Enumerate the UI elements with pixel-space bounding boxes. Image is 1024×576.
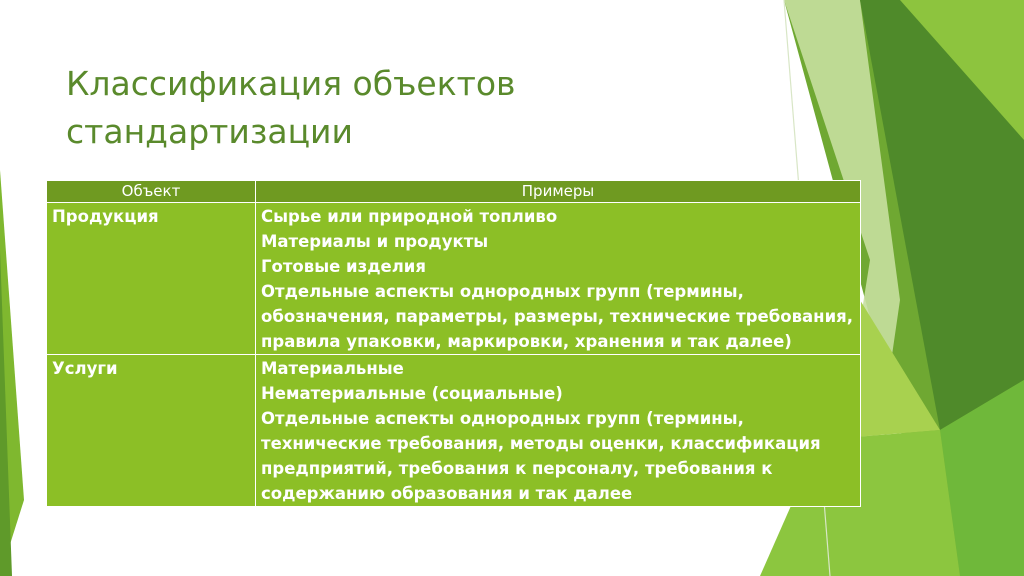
slide-title (66, 60, 626, 156)
table-header-row (47, 181, 861, 203)
table-row (47, 203, 861, 355)
object-cell (47, 355, 256, 507)
table-row (47, 355, 861, 507)
example-item: Сырье или природной топливо (261, 207, 558, 226)
header-object: Объект (47, 181, 256, 203)
example-item: Отдельные аспекты однородных групп (термины, технические требования, методы оценки, классификация предприятий, требования к персоналу, требования к содержанию образования и так далее (261, 409, 821, 503)
header-examples: Примеры (256, 181, 861, 203)
slide-title-line-1: Классификация объектов (66, 64, 516, 103)
example-item: Отдельные аспекты однородных групп (термины, обозначения, параметры, размеры, технические требования, правила упаковки, маркировки, хранения и так далее) (261, 282, 853, 351)
examples-cell (256, 355, 861, 507)
object-cell (47, 203, 256, 355)
example-item: Готовые изделия (261, 257, 426, 276)
example-item: Нематериальные (социальные) (261, 384, 563, 403)
classification-table (46, 180, 861, 507)
example-item: Материальные (261, 359, 404, 378)
slide-title-line-2: стандартизации (66, 112, 353, 151)
object-label: Услуги (52, 359, 118, 378)
example-item: Материалы и продукты (261, 232, 489, 251)
object-label: Продукция (52, 207, 159, 226)
examples-cell (256, 203, 861, 355)
